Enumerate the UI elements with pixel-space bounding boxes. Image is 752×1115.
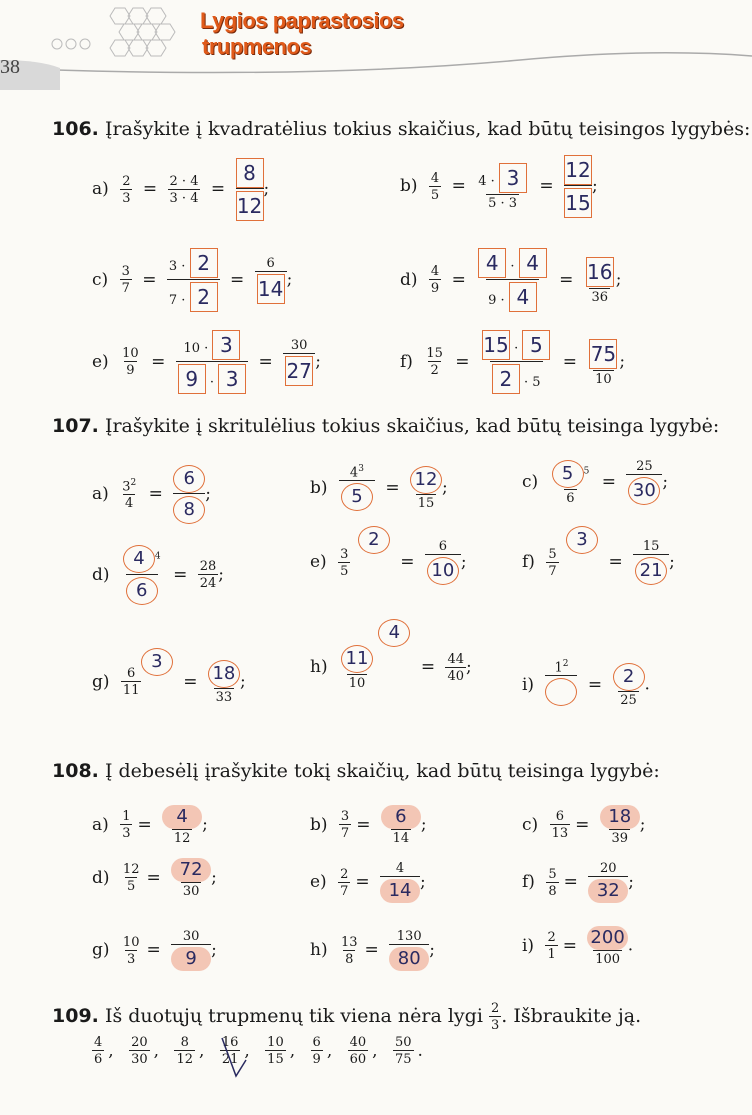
ex108-item-h: h) $\frac{13}{8}$ = 130 80 ; [310,929,435,969]
answer-circle[interactable]: 8 [173,496,205,524]
chapter-title-line1: Lygios paprastosios [200,8,404,33]
chapter-title-line2: trupmenos [202,34,312,59]
answer-circle[interactable]: 2 [358,526,390,554]
ex106-item-f: f) $\frac{15}{2}$ = $\frac{15 \cdot 5}{2 \cdot 5}$ = $\frac{75}{10}$ ; [400,330,625,394]
ex106-item-b: b) $\frac{4}{5}$ = $\frac{4 \cdot 3}{5 \cdot 3}$ = $\frac{12}{15}$ ; [400,155,598,218]
answer-box[interactable]: 3 [218,364,246,394]
fraction: $\frac{75}{10}$ [587,339,619,386]
honeycomb-logo-icon [45,0,195,60]
candidate-fraction[interactable]: $\frac{10}{15}$ [267,1035,284,1067]
fraction: $\frac{15}{2}$ [426,346,443,378]
candidate-fraction[interactable]: $\frac{40}{60}$ [349,1035,367,1067]
answer-box[interactable]: 5 [522,330,550,360]
item-label: d) [400,269,418,290]
answer-circle[interactable]: 12 [410,466,442,494]
exercise-number: 108. [52,760,99,782]
answer-box[interactable]: 3 [499,163,527,193]
ex108-item-i: i) $\frac{2}{1}$ = 200 100 . [522,927,634,967]
ex108-item-c: c) $\frac{6}{13}$ = 18 39 ; [522,806,646,846]
answer-circle[interactable]: 21 [635,557,667,585]
answer-circle[interactable]: 6 [173,465,205,493]
fraction: $\frac{3 \cdot 2}{7 \cdot 2}$ [167,248,220,312]
answer-box[interactable]: 8 [236,158,264,188]
answer-box[interactable]: 12 [564,155,592,185]
fraction: $\frac{15 \cdot 5}{2 \cdot 5}$ [480,330,552,394]
answer-box[interactable]: 15 [564,188,592,218]
exercise-text: Įrašykite į kvadratėlius tokius skaičius, kad būtų teisingos lygybės: [104,118,751,140]
answer-cloud[interactable]: 4 [162,805,202,829]
fraction: $\frac{2 \cdot 4}{3 \cdot 4}$ [169,173,199,206]
ex108-item-a: a) $\frac{1}{3}$ = 4 12 ; [92,806,208,846]
answer-circle[interactable]: 18 [208,660,240,688]
chapter-title [200,8,404,60]
exercise-109-heading [52,1002,641,1032]
ex106-item-c: c) $\frac{3}{7}$ = $\frac{3 \cdot 2}{7 \cdot 2}$ = $\frac{6}{14}$ ; [92,248,292,312]
answer-circle[interactable]: 4 [378,619,410,647]
candidate-fraction[interactable]: $\frac{20}{30}$ [131,1035,148,1067]
fraction: $\frac{16}{36}$ [584,257,616,304]
fraction: $\frac{4 \cdot 4}{9 \cdot 4}$ [476,248,548,312]
ex107-item-d: d) 4 $^4$ 6 = $\frac{28}{24}$ ; [92,545,224,605]
ex107-item-f: f) $\frac{5}{7}$ 3 = $\frac{15}{21}$ ; [522,540,675,585]
ex108-item-d: d) $\frac{12}{5}$ = 72 30 ; [92,859,217,899]
fraction: $\frac{4 \cdot 3}{5 \cdot 3}$ [476,163,529,210]
ex107-item-c: c) $\frac{5 ^5}{6}$ = $\frac{25}{30}$ ; [522,459,669,506]
exercise-106-heading [52,118,750,140]
answer-box[interactable]: 2 [190,282,218,312]
candidate-fraction[interactable]: $\frac{6}{9}$ [312,1035,321,1067]
answer-box[interactable]: 4 [509,282,537,312]
fraction: $\frac{2}{3}$ [122,173,131,206]
answer-cloud[interactable]: 80 [389,947,429,971]
answer-cloud[interactable]: 6 [381,805,421,829]
fraction: $\frac{10}{9}$ [122,346,139,378]
exercise-108-heading [52,760,660,782]
answer-circle[interactable]: 5 [552,460,584,488]
answer-fraction [564,155,592,218]
answer-box[interactable]: 2 [492,364,520,394]
item-label: c) [92,269,109,290]
answer-cloud[interactable]: 200 [587,926,627,950]
answer-box[interactable]: 2 [190,248,218,278]
answer-box[interactable]: 14 [257,274,285,304]
candidate-fraction[interactable]: $\frac{16}{21}$ [221,1035,239,1067]
item-label: f) [400,351,413,372]
answer-circle[interactable] [545,678,577,706]
ex107-item-h: h) $\frac{11}{10}$ 4 = $\frac{44}{40}$ ; [310,645,472,690]
exercise-text: Į debesėlį įrašykite tokį skaičių, kad būtų teisinga lygybė: [104,760,660,782]
answer-box[interactable]: 16 [586,257,614,287]
ex107-item-b: b) $\frac{4^3}{5}$ = 12 15 ; [310,464,448,512]
exercise-text-end: . Išbraukite ją. [501,1005,642,1027]
ex108-item-f: f) $\frac{5}{8}$ = 20 32 ; [522,861,635,901]
ex106-item-e: e) $\frac{10}{9}$ = $\frac{10 \cdot 3}{9 \cdot 3}$ = $\frac{30}{27}$ ; [92,330,321,394]
exercise-number: 106. [52,118,99,140]
answer-circle[interactable]: 30 [628,477,660,505]
answer-cloud[interactable]: 14 [380,879,420,903]
fraction: $\frac{4}{9}$ [430,264,440,296]
fraction: $\frac{30}{27}$ [283,339,315,386]
answer-box[interactable]: 4 [519,248,547,278]
ex107-item-a: a) $\frac{3^2}{4}$ = $\frac{6}{8}$ ; [92,465,211,524]
answer-circle[interactable]: 6 [126,577,158,605]
ex109-fraction-list: $\frac{4}{6}$ , $\frac{20}{30}$ , $\frac{8}{12}$ , $\frac{16}{21}$ , $\frac{10}{15}$ , $\frac{6}{9}$ , $\frac{40}{60}$ , $\frac{50}{75}$ . [94,1035,423,1067]
answer-cloud[interactable]: 32 [588,879,628,903]
answer-box[interactable]: 27 [285,356,313,386]
candidate-fraction[interactable]: $\frac{50}{75}$ [394,1035,412,1067]
answer-box[interactable]: 3 [212,330,240,360]
answer-fraction [236,158,264,221]
candidate-fraction[interactable]: $\frac{4}{6}$ [94,1035,103,1067]
answer-circle[interactable]: 3 [566,526,598,554]
answer-box[interactable]: 9 [178,364,206,394]
answer-circle[interactable]: 3 [141,648,173,676]
ex108-item-e: e) $\frac{2}{7}$ = 4 14 ; [310,861,426,901]
ex107-item-i: i) $1^2$ = 2 25 . [522,660,650,710]
fraction: $\frac{10 \cdot 3}{9 \cdot 3}$ [176,330,248,394]
answer-cloud[interactable]: 18 [600,805,640,829]
ex106-item-d: d) $\frac{4}{9}$ = $\frac{4 \cdot 4}{9 \cdot 4}$ = $\frac{16}{36}$ ; [400,248,621,312]
exercise-text: Įrašykite į skritulėlius tokius skaičius, kad būtų teisinga lygybė: [104,415,720,437]
answer-cloud[interactable]: 9 [171,947,211,971]
item-label: b) [400,176,418,196]
answer-box[interactable]: 4 [478,248,506,278]
answer-circle[interactable]: 10 [427,557,459,585]
exercise-number: 109. [52,1005,99,1027]
ex108-item-b: b) $\frac{3}{7}$ = 6 14 ; [310,806,427,846]
answer-circle[interactable]: 5 [341,483,373,511]
exercise-107-heading [52,415,719,437]
ex108-item-g: g) $\frac{10}{3}$ = 30 9 ; [92,929,217,969]
item-label: a) [92,179,109,199]
answer-box[interactable]: 75 [589,339,617,369]
exercise-number: 107. [52,415,99,437]
page-number: 38 [0,56,20,78]
fraction: $\frac{6}{14}$ [255,257,287,304]
answer-box[interactable]: 15 [482,330,510,360]
answer-cloud[interactable]: 72 [171,858,211,882]
fraction: $\frac{3}{7}$ [121,264,130,296]
exercise-text: Iš duotųjų trupmenų tik viena nėra lygi [104,1005,483,1027]
ex106-item-a: a) $\frac{2}{3}$ = $\frac{2 \cdot 4}{3 \cdot 4}$ = $\frac{8}{12}$ ; [92,158,269,221]
item-label: e) [92,351,109,372]
ex107-item-e: e) $\frac{3}{5}$ 2 = $\frac{6}{10}$ ; [310,540,467,585]
fraction: $\frac{2}{3}$ [490,1001,500,1033]
ex107-item-g: g) $\frac{6}{11}$ 3 = 18 33 ; [92,660,246,704]
fraction: $\frac{4}{5}$ [430,170,440,203]
candidate-fraction[interactable]: $\frac{8}{12}$ [176,1035,193,1067]
strike-through-mark [220,1036,250,1080]
answer-circle[interactable]: 11 [341,645,373,673]
answer-circle[interactable]: 2 [613,663,645,691]
answer-box[interactable]: 12 [236,191,264,221]
answer-circle[interactable]: 4 [123,545,155,573]
